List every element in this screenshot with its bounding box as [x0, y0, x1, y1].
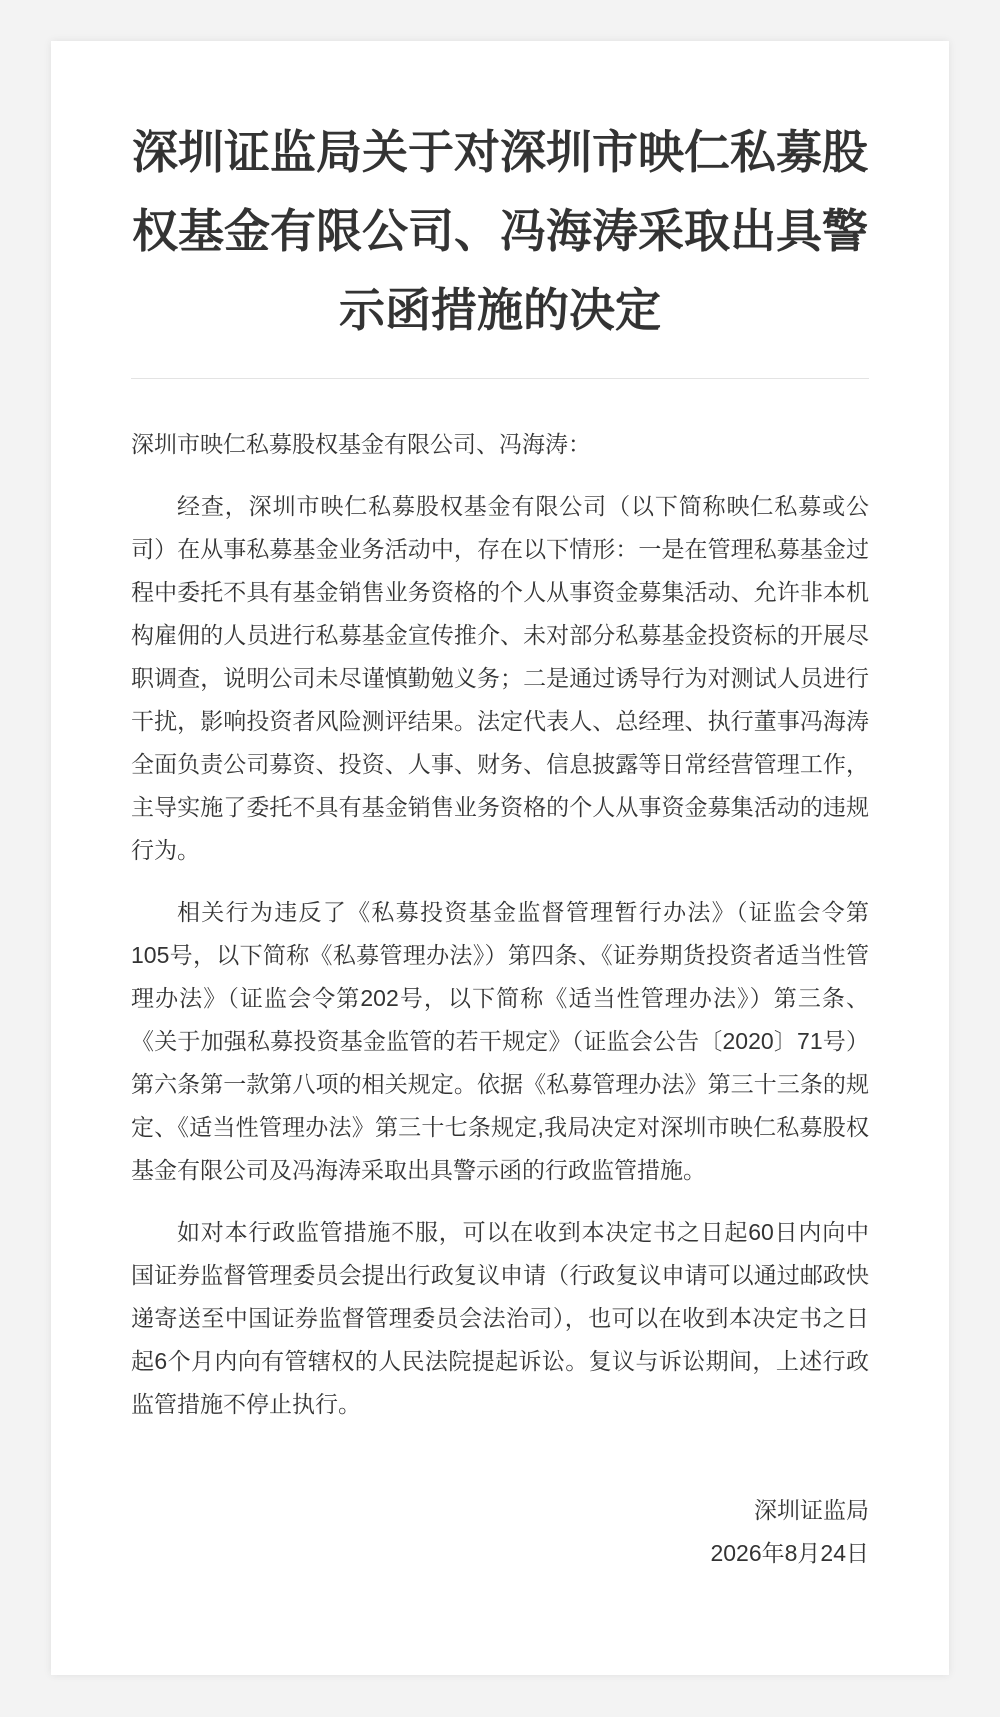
body-paragraph-findings: 经查，深圳市映仁私募股权基金有限公司（以下简称映仁私募或公司）在从事私募基金业务活动中，存在以下情形：一是在管理私募基金过程中委托不具有基金销售业务资格的个人从事资金募集活动、允许非本机构雇佣的人员进行私募基金宣传推介、未对部分私募基金投资标的开展尽职调查，说明公司未尽谨慎勤勉义务；二是通过诱导行为对测试人员进行干扰，影响投资者风险测评结果。法定代表人、总经理、执行董事冯海涛全面负责公司募资、投资、人事、财务、信息披露等日常经营管理工作，主导实施了委托不具有基金销售业务资格的个人从事资金募集活动的违规行为。: [131, 493, 869, 863]
body-paragraph-violations: 相关行为违反了《私募投资基金监督管理暂行办法》（证监会令第105号，以下简称《私募管理办法》）第四条、《证券期货投资者适当性管理办法》（证监会令第202号，以下简称《适当性管理办法》）第三条、《关于加强私募投资基金监管的若干规定》（证监会公告〔2020〕71号）第六条第一款第八项的相关规定。依据《私募管理办法》第三十三条的规定、《适当性管理办法》第三十七条规定,我局决定对深圳市映仁私募股权基金有限公司及冯海涛采取出具警示函的行政监管措施。: [131, 899, 869, 1183]
document-card: [51, 41, 949, 1675]
addressee: 深圳市映仁私募股权基金有限公司、冯海涛：: [131, 431, 591, 457]
issuer-name: 深圳证监局: [754, 1497, 869, 1523]
title-divider: [131, 378, 869, 379]
issue-date: 2026年8月24日: [710, 1540, 869, 1566]
body-paragraph-appeal: 如对本行政监管措施不服，可以在收到本决定书之日起60日内向中国证券监督管理委员会提出行政复议申请（行政复议申请可以通过邮政快递寄送至中国证券监督管理委员会法治司），也可以在收到本决定书之日起6个月内向有管辖权的人民法院提起诉讼。复议与诉讼期间，上述行政监管措施不停止执行。: [131, 1219, 869, 1417]
signature-block: [131, 1489, 869, 1575]
document-title: 深圳证监局关于对深圳市映仁私募股权基金有限公司、冯海涛采取出具警示函措施的决定: [132, 126, 868, 336]
